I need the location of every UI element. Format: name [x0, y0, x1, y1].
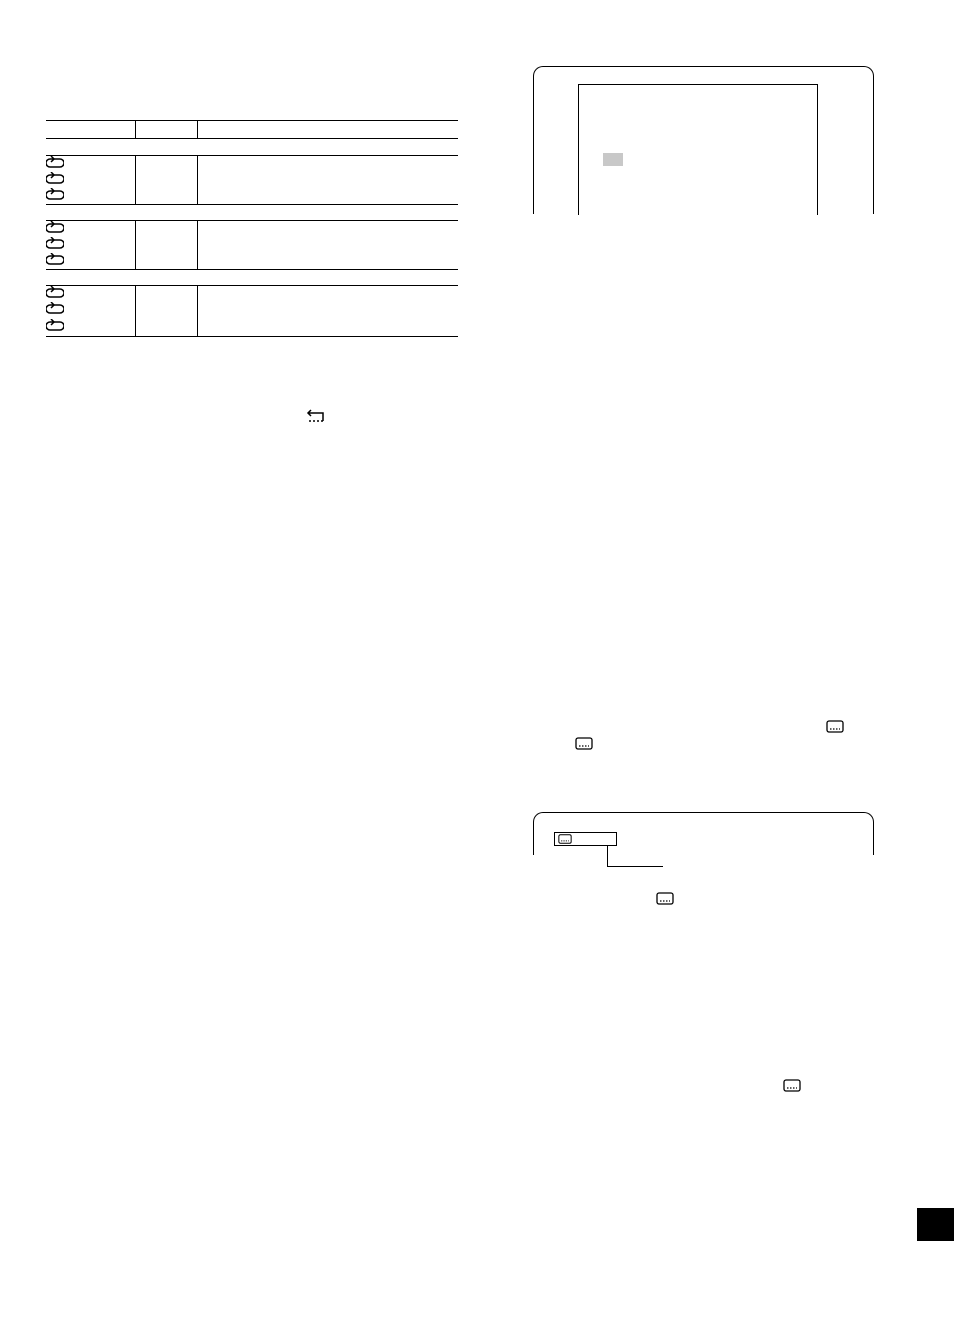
table-col-divider-1 [135, 120, 136, 138]
group-2-divider-1 [135, 220, 136, 269]
subtitle-icon [558, 834, 572, 844]
subtitle-osd-box [554, 832, 617, 846]
repeat-icon [46, 302, 64, 314]
repeat-icon [46, 253, 64, 265]
subtitle-icon [783, 1079, 801, 1092]
group-2-top-rule [46, 220, 458, 221]
subtitle-icon [826, 720, 844, 733]
subtitle-icon [656, 892, 674, 905]
group-1-top-rule [46, 155, 458, 156]
repeat-icon [46, 237, 64, 249]
tv-screen-illustration [533, 66, 874, 214]
group-3-divider-1 [135, 285, 136, 336]
repeat-icon [46, 286, 64, 298]
group-2-divider-2 [197, 220, 198, 269]
group-3-divider-2 [197, 285, 198, 336]
group-1-bottom-rule [46, 204, 458, 205]
callout-leader-vertical [607, 845, 608, 866]
return-icon [306, 409, 326, 423]
repeat-icon [46, 156, 64, 168]
group-3-top-rule [46, 285, 458, 286]
table-header-rule [46, 138, 458, 139]
repeat-icon [46, 188, 64, 200]
table-col-divider-2 [197, 120, 198, 138]
callout-leader-horizontal [607, 866, 663, 867]
selected-item-highlight [603, 153, 623, 166]
repeat-icon [46, 172, 64, 184]
on-screen-display-area [578, 84, 818, 215]
group-1-divider-2 [197, 155, 198, 204]
table-bottom-rule [46, 336, 458, 337]
repeat-icon [46, 319, 64, 331]
tv-screen-subtitle-illustration [533, 812, 874, 855]
repeat-icon [46, 221, 64, 233]
page-tab-badge [917, 1208, 954, 1241]
subtitle-icon [575, 737, 593, 750]
group-1-divider-1 [135, 155, 136, 204]
table-top-rule [46, 120, 458, 121]
group-2-bottom-rule [46, 269, 458, 270]
